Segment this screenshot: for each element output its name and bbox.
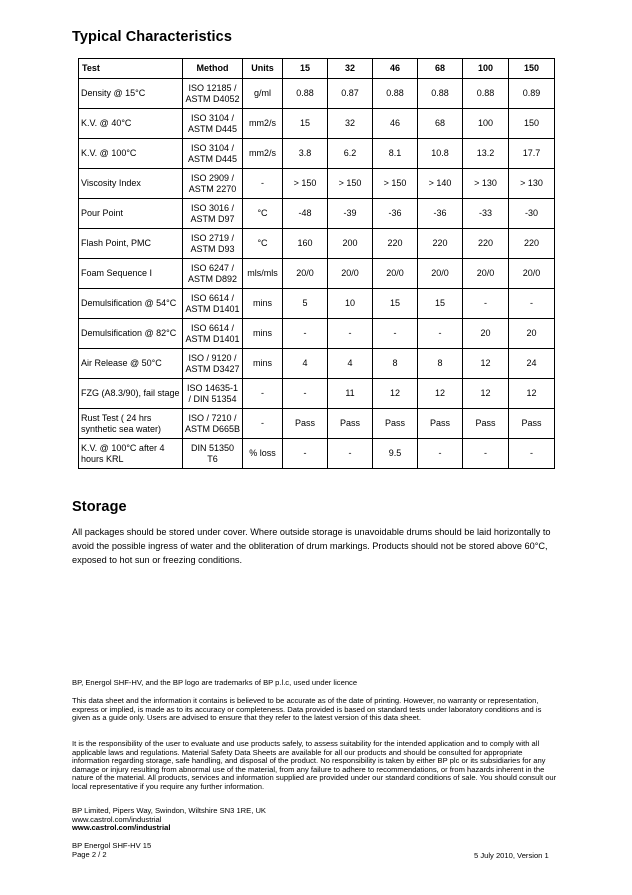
- company-address-block: [72, 807, 560, 833]
- table-row: [79, 319, 555, 349]
- table-row: [79, 169, 555, 199]
- value-cell: -: [418, 439, 463, 469]
- website-link[interactable]: www.castrol.com/industrial: [72, 814, 162, 824]
- value-cell: 68: [418, 109, 463, 139]
- units-cell: % loss: [243, 439, 283, 469]
- method-cell: [183, 289, 243, 319]
- cell-line: ASTM D1401: [185, 333, 240, 344]
- value-cell: 20: [509, 319, 555, 349]
- value-cell: 15: [418, 289, 463, 319]
- value-cell: -: [373, 319, 418, 349]
- value-cell: 0.88: [373, 79, 418, 109]
- units-cell: -: [243, 169, 283, 199]
- characteristics-table: [78, 58, 555, 469]
- date-version: 5 July 2010, Version 1: [474, 851, 549, 860]
- test-cell: Viscosity Index: [79, 169, 183, 199]
- value-cell: 8: [418, 349, 463, 379]
- value-cell: 46: [373, 109, 418, 139]
- table-row: [79, 409, 555, 439]
- table-row: [79, 199, 555, 229]
- cell-line: ISO 14635-1: [186, 382, 239, 393]
- value-cell: -: [283, 439, 328, 469]
- value-cell: 150: [509, 109, 555, 139]
- value-cell: 10.8: [418, 139, 463, 169]
- value-cell: Pass: [328, 409, 373, 439]
- value-cell: Pass: [509, 409, 555, 439]
- test-cell: Pour Point: [79, 199, 183, 229]
- value-cell: 20/0: [373, 259, 418, 289]
- table-row: [79, 439, 555, 469]
- units-cell: mm2/s: [243, 109, 283, 139]
- test-cell: K.V. @ 40°C: [79, 109, 183, 139]
- cell-line: K.V. @ 100°C after 4: [81, 442, 165, 453]
- value-cell: 20/0: [509, 259, 555, 289]
- value-cell: 3.8: [283, 139, 328, 169]
- company-address: BP Limited, Pipers Way, Swindon, Wiltshire SN3 1RE, UK: [72, 806, 266, 815]
- column-header: Test: [79, 59, 183, 79]
- test-cell: K.V. @ 100°C: [79, 139, 183, 169]
- value-cell: -: [328, 439, 373, 469]
- value-cell: > 150: [328, 169, 373, 199]
- table-header-row: [79, 59, 555, 79]
- value-cell: 4: [283, 349, 328, 379]
- disclaimer-text: This data sheet and the information it contains is believed to be accurate as of the date of printing. However, no warranty or representation, express or implied, is made as to its accuracy or completeness. Data provided is based on standard tests under laboratory conditions and is given as a guide only. Users are advised to ensure that they refer to the latest version of this data sheet.: [72, 696, 542, 723]
- cell-line: ISO 3104 /: [190, 112, 235, 123]
- value-cell: 0.88: [418, 79, 463, 109]
- value-cell: -48: [283, 199, 328, 229]
- value-cell: 6.2: [328, 139, 373, 169]
- value-cell: -33: [463, 199, 509, 229]
- cell-line: ASTM D4052: [185, 93, 240, 104]
- value-cell: Pass: [373, 409, 418, 439]
- value-cell: -: [463, 439, 509, 469]
- value-cell: 8.1: [373, 139, 418, 169]
- value-cell: 20/0: [418, 259, 463, 289]
- value-cell: Pass: [283, 409, 328, 439]
- test-cell: [79, 409, 183, 439]
- value-cell: 24: [509, 349, 555, 379]
- cell-line: hours KRL: [81, 453, 124, 464]
- value-cell: 12: [373, 379, 418, 409]
- value-cell: > 130: [509, 169, 555, 199]
- column-header: 32: [328, 59, 373, 79]
- test-cell: [79, 439, 183, 469]
- cell-line: ASTM 2270: [188, 183, 237, 194]
- value-cell: -: [283, 379, 328, 409]
- value-cell: -: [509, 439, 555, 469]
- method-cell: [183, 439, 243, 469]
- value-cell: 12: [418, 379, 463, 409]
- value-cell: Pass: [463, 409, 509, 439]
- cell-line: / DIN 51354: [188, 393, 237, 404]
- value-cell: -36: [373, 199, 418, 229]
- value-cell: -: [418, 319, 463, 349]
- units-cell: mins: [243, 289, 283, 319]
- method-cell: [183, 139, 243, 169]
- method-cell: [183, 409, 243, 439]
- test-cell: Demulsification @ 82°C: [79, 319, 183, 349]
- method-cell: [183, 199, 243, 229]
- value-cell: 13.2: [463, 139, 509, 169]
- value-cell: -: [283, 319, 328, 349]
- value-cell: > 140: [418, 169, 463, 199]
- column-header: Method: [183, 59, 243, 79]
- units-cell: °C: [243, 199, 283, 229]
- cell-line: ISO 2909 /: [190, 172, 235, 183]
- method-cell: [183, 169, 243, 199]
- value-cell: 32: [328, 109, 373, 139]
- cell-line: ASTM D665B: [184, 423, 241, 434]
- table-header: [79, 59, 555, 79]
- value-cell: 220: [373, 229, 418, 259]
- website-link-bold[interactable]: www.castrol.com/industrial: [72, 823, 171, 833]
- value-cell: 220: [509, 229, 555, 259]
- storage-text: All packages should be stored under cover. Where outside storage is unavoidable drums should be laid horizontally to avoid the possible ingress of water and the obliteration of drum markings. Products should not be stored above 60°C, exposed to hot sun or freezing conditions.: [72, 527, 551, 565]
- test-cell: Demulsification @ 54°C: [79, 289, 183, 319]
- cell-line: ASTM D445: [187, 153, 238, 164]
- method-cell: [183, 109, 243, 139]
- test-cell: Air Release @ 50°C: [79, 349, 183, 379]
- method-cell: [183, 79, 243, 109]
- cell-line: ASTM D3427: [185, 363, 240, 374]
- units-cell: mins: [243, 319, 283, 349]
- table-row: [79, 259, 555, 289]
- table-row: [79, 139, 555, 169]
- units-cell: g/ml: [243, 79, 283, 109]
- test-cell: Flash Point, PMC: [79, 229, 183, 259]
- column-header: 68: [418, 59, 463, 79]
- value-cell: 12: [509, 379, 555, 409]
- column-header: Units: [243, 59, 283, 79]
- cell-line: ISO 2719 /: [190, 232, 235, 243]
- value-cell: 0.88: [283, 79, 328, 109]
- value-cell: 100: [463, 109, 509, 139]
- value-cell: 17.7: [509, 139, 555, 169]
- value-cell: 9.5: [373, 439, 418, 469]
- value-cell: 220: [463, 229, 509, 259]
- cell-line: ASTM D445: [187, 123, 238, 134]
- table-row: [79, 229, 555, 259]
- units-cell: -: [243, 379, 283, 409]
- value-cell: 15: [283, 109, 328, 139]
- units-cell: °C: [243, 229, 283, 259]
- responsibility-text: It is the responsibility of the user to evaluate and use products safely, to assess suitability for the intended application and to comply with all applicable laws and regulations. Material Safety Data Sheets are available for all our products and should be consulted for appropriate information regarding storage, safe handling, and disposal of the product. No responsibility is taken by either BP plc or its subsidiaries for any damage or injury resulting from abnormal use of the material, from any failure to adhere to recommendations, or from hazards inherent in the nature of the material. All products, services and information supplied are provided under our standard conditions of sale. You should consult our local representative if you require any further information.: [72, 739, 557, 791]
- trademark-notice: BP, Energol SHF-HV, and the BP logo are trademarks of BP p.l.c, used under licence: [72, 678, 358, 687]
- value-cell: -39: [328, 199, 373, 229]
- value-cell: 12: [463, 379, 509, 409]
- value-cell: Pass: [418, 409, 463, 439]
- value-cell: 200: [328, 229, 373, 259]
- value-cell: -36: [418, 199, 463, 229]
- value-cell: 4: [328, 349, 373, 379]
- cell-line: DIN 51350: [190, 442, 235, 453]
- table-row: [79, 79, 555, 109]
- cell-line: ISO / 7210 /: [188, 412, 237, 423]
- value-cell: 0.89: [509, 79, 555, 109]
- table-row: [79, 349, 555, 379]
- value-cell: -: [509, 289, 555, 319]
- value-cell: 11: [328, 379, 373, 409]
- typical-characteristics-heading: Typical Characteristics: [72, 29, 232, 45]
- cell-line: ISO 12185 /: [188, 82, 237, 93]
- units-cell: mins: [243, 349, 283, 379]
- test-cell: FZG (A8.3/90), fail stage: [79, 379, 183, 409]
- table-row: [79, 379, 555, 409]
- value-cell: -30: [509, 199, 555, 229]
- value-cell: 15: [373, 289, 418, 319]
- cell-line: ISO 3016 /: [190, 202, 235, 213]
- table-row: [79, 289, 555, 319]
- cell-line: ISO 6614 /: [190, 322, 235, 333]
- value-cell: -: [463, 289, 509, 319]
- units-cell: -: [243, 409, 283, 439]
- value-cell: > 130: [463, 169, 509, 199]
- value-cell: 0.88: [463, 79, 509, 109]
- units-cell: mm2/s: [243, 139, 283, 169]
- table-body: [79, 79, 555, 469]
- value-cell: > 150: [373, 169, 418, 199]
- column-header: 46: [373, 59, 418, 79]
- value-cell: 20: [463, 319, 509, 349]
- value-cell: 20/0: [463, 259, 509, 289]
- cell-line: ASTM D892: [187, 273, 238, 284]
- units-cell: mls/mls: [243, 259, 283, 289]
- method-cell: [183, 259, 243, 289]
- cell-line: ISO 6247 /: [190, 262, 235, 273]
- cell-line: ASTM D1401: [185, 303, 240, 314]
- test-cell: Density @ 15°C: [79, 79, 183, 109]
- value-cell: 5: [283, 289, 328, 319]
- value-cell: > 150: [283, 169, 328, 199]
- cell-line: ISO / 9120 /: [188, 352, 237, 363]
- cell-line: ASTM D93: [190, 243, 235, 254]
- page-number: Page 2 / 2: [72, 849, 107, 859]
- value-cell: 8: [373, 349, 418, 379]
- cell-line: synthetic sea water): [81, 423, 162, 434]
- column-header: 150: [509, 59, 555, 79]
- method-cell: [183, 349, 243, 379]
- cell-line: Rust Test ( 24 hrs: [81, 412, 152, 423]
- table-row: [79, 109, 555, 139]
- test-cell: Foam Sequence I: [79, 259, 183, 289]
- column-header: 100: [463, 59, 509, 79]
- value-cell: 160: [283, 229, 328, 259]
- method-cell: [183, 379, 243, 409]
- cell-line: ASTM D97: [190, 213, 235, 224]
- cell-line: ISO 6614 /: [190, 292, 235, 303]
- value-cell: 10: [328, 289, 373, 319]
- value-cell: 0.87: [328, 79, 373, 109]
- value-cell: 20/0: [328, 259, 373, 289]
- method-cell: [183, 229, 243, 259]
- cell-line: T6: [207, 453, 218, 464]
- value-cell: 220: [418, 229, 463, 259]
- cell-line: ISO 3104 /: [190, 142, 235, 153]
- value-cell: -: [328, 319, 373, 349]
- method-cell: [183, 319, 243, 349]
- column-header: 15: [283, 59, 328, 79]
- value-cell: 12: [463, 349, 509, 379]
- value-cell: 20/0: [283, 259, 328, 289]
- product-name: BP Energol SHF-HV 15: [72, 841, 152, 850]
- storage-heading: Storage: [72, 499, 127, 515]
